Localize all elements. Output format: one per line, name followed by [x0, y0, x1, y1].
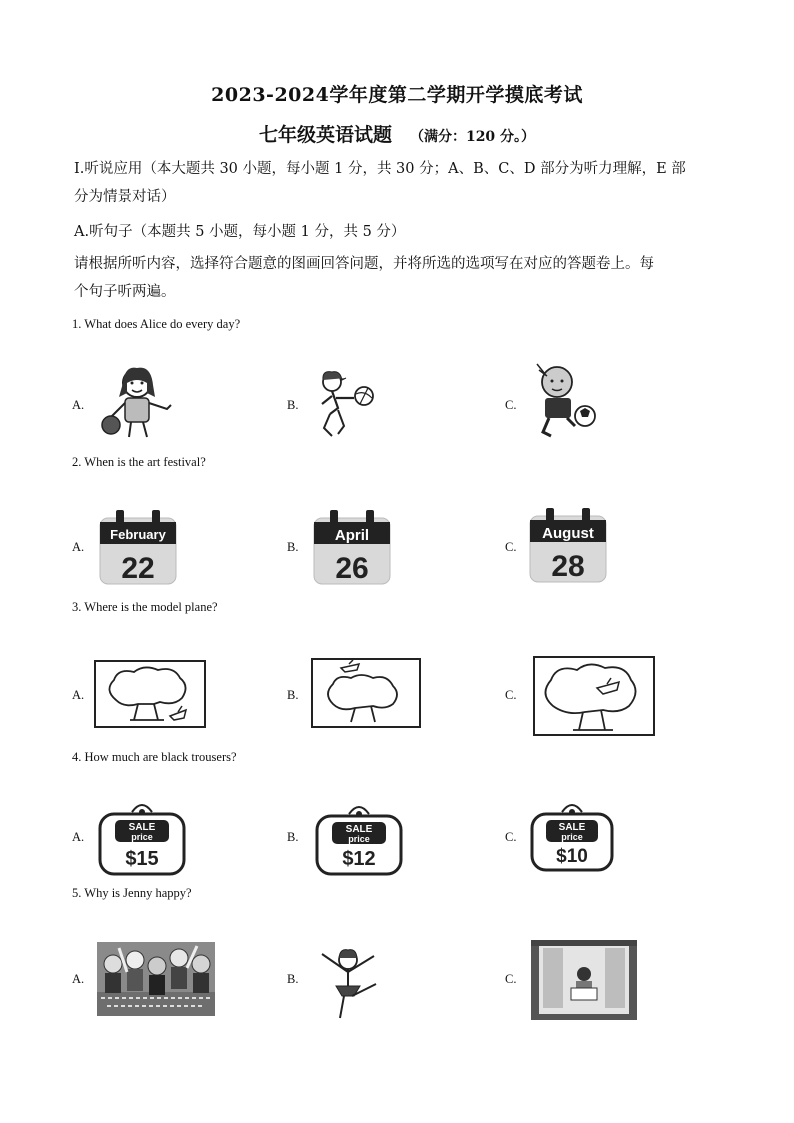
girl-volleyball-image: [310, 368, 375, 440]
award-photo-image: [531, 940, 637, 1020]
calendar-day-28: 28: [551, 550, 585, 583]
q3-option-c-label[interactable]: C.: [505, 688, 517, 702]
calendar-april-image: [312, 508, 392, 586]
sale-label-a: SALE: [128, 822, 156, 833]
calendar-august-image: [528, 506, 608, 584]
sale-label-c: SALE: [558, 822, 586, 833]
instructions: [74, 250, 734, 306]
price-word-b: price: [348, 834, 370, 844]
question-3: 3. Where is the model plane?: [72, 600, 218, 614]
q5-option-b-label[interactable]: B.: [287, 972, 299, 986]
question-4: 4. How much are black trousers?: [72, 750, 237, 764]
exam-title: 2023-2024学年度第二学期开学摸底考试: [211, 84, 583, 106]
tree-plane-above-image: [311, 658, 421, 728]
q1-option-b-label[interactable]: B.: [287, 398, 299, 412]
q3-option-a-label[interactable]: A.: [72, 688, 85, 702]
calendar-month-apr: April: [334, 527, 370, 544]
calendar-day-26: 26: [335, 552, 369, 585]
party-crowd-image: [97, 942, 215, 1016]
sale-label-b: SALE: [345, 824, 373, 835]
question-5: 5. Why is Jenny happy?: [72, 886, 192, 900]
tree-plane-in-image: [533, 656, 655, 736]
subtitle-text: 七年级英语试题: [258, 124, 392, 146]
q2-option-c-label[interactable]: C.: [505, 540, 517, 554]
price-tag-15-image: [97, 798, 187, 876]
question-2: 2. When is the art festival?: [72, 455, 206, 469]
price-value-12: $12: [342, 848, 376, 870]
q1-option-a-label[interactable]: A.: [72, 398, 85, 412]
score-note: （满分：120 分。）: [409, 129, 536, 145]
tree-plane-under-image: [94, 660, 206, 728]
part-a-heading: A.听句子（本题共 5 小题，每小题 1 分，共 5 分）: [74, 224, 406, 240]
q1-option-c-label[interactable]: C.: [505, 398, 517, 412]
q3-option-b-label[interactable]: B.: [287, 688, 299, 702]
girl-dancing-image: [314, 942, 384, 1020]
price-word-c: price: [561, 832, 583, 842]
calendar-february-image: [98, 508, 178, 586]
price-tag-10-image: [529, 798, 615, 872]
girl-basketball-image: [95, 365, 180, 440]
question-1: 1. What does Alice do every day?: [72, 317, 241, 331]
calendar-day-22: 22: [121, 552, 155, 585]
price-tag-12-image: [314, 800, 404, 876]
calendar-month-aug: August: [542, 525, 594, 542]
section-heading-line2: 分为情景对话）: [74, 189, 176, 205]
instruction-line2: 个句子听两遍。: [74, 284, 176, 300]
q4-option-b-label[interactable]: B.: [287, 830, 299, 844]
calendar-month-feb: February: [110, 527, 166, 542]
boy-soccer-image: [525, 360, 600, 442]
price-value-10: $10: [556, 846, 588, 867]
q5-option-a-label[interactable]: A.: [72, 972, 85, 986]
q4-option-c-label[interactable]: C.: [505, 830, 517, 844]
q5-option-c-label[interactable]: C.: [505, 972, 517, 986]
price-value-15: $15: [125, 848, 159, 870]
q2-option-a-label[interactable]: A.: [72, 540, 85, 554]
section-heading: [74, 155, 734, 211]
exam-subtitle: [0, 120, 794, 147]
q2-option-b-label[interactable]: B.: [287, 540, 299, 554]
instruction-line1: 请根据所听内容，选择符合题意的图画回答问题，并将所选的选项写在对应的答题卷上。每: [74, 256, 654, 272]
price-word-a: price: [131, 832, 153, 842]
q4-option-a-label[interactable]: A.: [72, 830, 85, 844]
section-heading-line1: I.听说应用（本大题共 30 小题，每小题 1 分，共 30 分；A、B、C、D 部分为听力理解，E 部: [74, 161, 686, 177]
